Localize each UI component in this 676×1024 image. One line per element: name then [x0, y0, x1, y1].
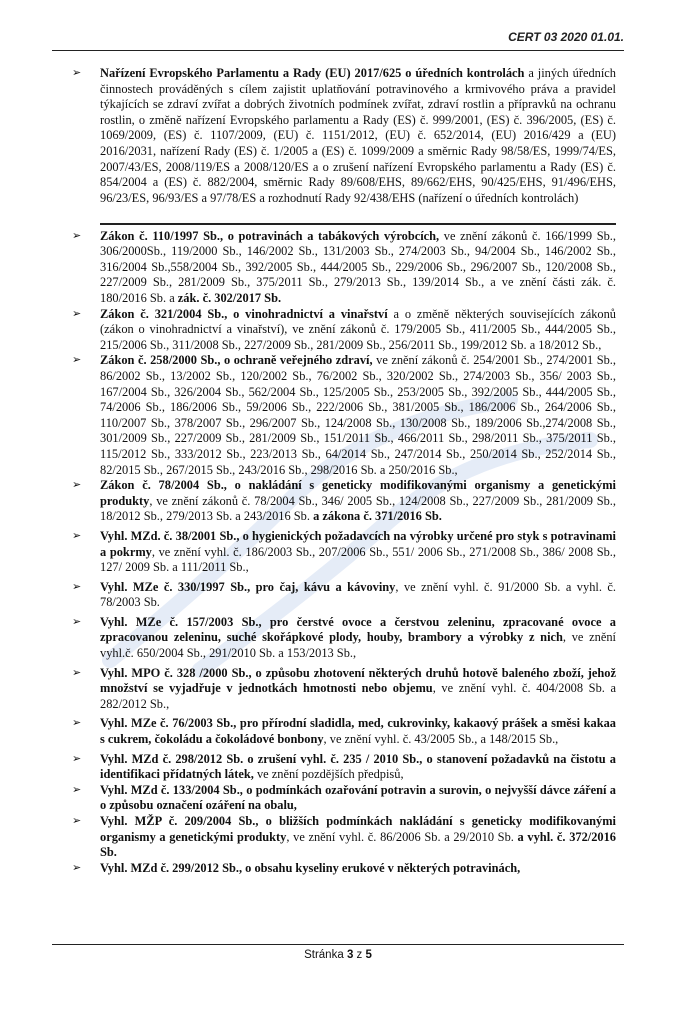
- list-item: [72, 614, 616, 662]
- list-item: [72, 353, 616, 478]
- item-title: Zákon č. 78/2004 Sb., o nakládání s geneticky modifikovanými organismy a genetickými produkty: [100, 478, 616, 508]
- item-text: , ve znění vyhl. č. 43/2005 Sb., a 148/2015 Sb.,: [323, 732, 559, 747]
- item-text: ve znění zákonů č. 166/1999 Sb., 306/2000Sb., 119/2000 Sb., 146/2002 Sb., 131/2003 Sb., 274/2003 Sb., 94/2004 Sb., 146/2002 Sb., 316/2004 Sb.,558/2004 Sb., 392/2005 Sb., 444/2005 Sb., 229/2006 Sb., 296/2007 Sb., 120/2008 Sb., 227/2009 Sb., 281/2009 Sb., 375/2011 Sb., 279/2013 Sb., 139/2014 Sb., a ve znění části zák. č. 180/2016 Sb. a: [100, 228, 616, 306]
- item-text: ve znění zákonů č. 254/2001 Sb., 274/2001 Sb., 86/2002 Sb., 13/2002 Sb., 120/2002 Sb., 76/2002 Sb., 320/2002 Sb., 274/2003 Sb., 356/ 2003 Sb., 167/2004 Sb., 326/2004 Sb., 562/2004 Sb., 125/2005 Sb., 253/2005 Sb., 392/2005 Sb., 444/2005 Sb., 74/2006 Sb., 186/2006 Sb., 59/2006 Sb., 222/2006 Sb., 381/2005 Sb., 186/2006 Sb., 264/2006 Sb., 110/2007 Sb., 378/2007 Sb., 296/2007 Sb., 124/2008 Sb., 130/2008 Sb., 189/2006 Sb.,274/2008 Sb., 301/2009 Sb., 227/2009 Sb., 281/2009 Sb., 151/2011 Sb., 466/2011 Sb., 298/2011 Sb., 375/2011 Sb., 115/2012 Sb., 333/2012 Sb., 223/2013 Sb., 64/2014 Sb., 247/2014 Sb., 250/2014 Sb., 252/2014 Sb., 82/2015 Sb., 267/2015 Sb., 243/2016 Sb., 298/2016 Sb. a 250/2016 Sb.,: [100, 353, 616, 477]
- item-title: Vyhl. MPO č. 328 /2000 Sb., o způsobu zhotovení některých druhů hotově baleného zboží, jehož množství se vyjadřuje v jednotkách hmotnosti nebo objemu: [100, 665, 616, 696]
- list-item: [72, 478, 616, 525]
- arrow-bullet-icon: ➢: [72, 67, 82, 79]
- list-item: [72, 228, 616, 307]
- list-item: [72, 306, 616, 354]
- page-label: Stránka: [304, 949, 344, 961]
- arrow-bullet-icon: ➢: [72, 479, 82, 492]
- page-total: 5: [365, 949, 372, 961]
- item-title: Nařízení Evropského Parlamentu a Rady (EU) 2017/625 o úředních kontrolách: [100, 66, 525, 80]
- page-footer: [52, 944, 624, 961]
- item-tail: a vyhl. č. 372/2016 Sb.: [100, 829, 616, 860]
- legislation-list: [72, 66, 617, 876]
- document-code: CERT 03 2020 01.01.: [508, 30, 624, 44]
- page-current: 3: [346, 949, 354, 961]
- page-header: [52, 30, 624, 51]
- item-title: Vyhl. MZe č. 76/2003 Sb., pro přírodní sladidla, med, cukrovinky, kakaový prášek a směsi kakaa s cukrem, čokoládu a čokoládové bonbony: [100, 716, 616, 747]
- item-text: , ve znění vyhl. č. 186/2003 Sb., 207/2006 Sb., 551/ 2006 Sb., 271/2008 Sb., 386/ 2008 Sb., 127/ 2009 Sb. a 111/2011 Sb.,: [100, 544, 616, 575]
- list-item: [72, 528, 616, 576]
- item-text: a o změně některých souvisejících zákonů (zákon o vinohradnictví a vinařství), ve znění zákonů č. 179/2005 Sb., 411/2005 Sb., 444/2005 Sb., 215/2006 Sb., 311/2008 Sb., 227/2009 Sb., 281/2009 Sb., 256/2011 Sb., 199/2012 Sb. a 18/2012 Sb.,: [100, 306, 616, 352]
- item-title: Vyhl. MZe č. 157/2003 Sb., pro čerstvé ovoce a čerstvou zeleninu, zpracované ovoce a zpracovanou zeleninu, suché skořápkové plody, houby, brambory a výrobky z nich: [100, 614, 616, 645]
- list-item: [72, 751, 616, 783]
- item-title: Vyhl. MZd č. 133/2004 Sb., o podmínkách ozařování potravin a surovin, o nejvyšší dávce záření a o způsobu označení ozáření na obalu,: [100, 782, 616, 813]
- item-text: , ve znění vyhl. č. 86/2006 Sb. a 29/2010 Sb.: [286, 829, 518, 844]
- item-title: Zákon č. 321/2004 Sb., o vinohradnictví a vinařství: [100, 306, 388, 321]
- list-item: [72, 716, 616, 747]
- arrow-bullet-icon: ➢: [72, 229, 82, 242]
- list-item: [72, 66, 616, 206]
- list-item: [72, 860, 616, 877]
- arrow-bullet-icon: ➢: [72, 717, 82, 730]
- item-title: Vyhl. MZd. č. 38/2001 Sb., o hygienických požadavcích na výrobky určené pro styk s potravinami a pokrmy: [100, 528, 616, 559]
- item-title: Vyhl. MZd č. 299/2012 Sb., o obsahu kyseliny erukové v některých potravinách,: [100, 860, 521, 875]
- item-tail: a zákona č. 371/2016 Sb.: [313, 509, 442, 524]
- item-text: , ve znění vyhl. č. 91/2000 Sb. a vyhl. č. 78/2003 Sb.: [100, 579, 617, 610]
- list-item: [72, 665, 616, 713]
- list-item: [72, 579, 617, 611]
- section-divider: [100, 223, 616, 224]
- arrow-bullet-icon: ➢: [72, 666, 82, 679]
- arrow-bullet-icon: ➢: [72, 615, 82, 628]
- item-text: a jiných úředních činnostech prováděných s cílem zajistit uplatňování potravinového a krmivového práva a pravidel týkajících se zdraví zvířat a dobrých životních podmínek zvířat, zdraví rostlin a přípravků na ochranu rostlin, o změně nařízení Evropského parlamentu a Rady (ES) č. 999/2001, (ES) č. 396/2005, (ES) č. 1069/2009, (ES) č. 1107/2009, (EU) č. 1151/2012, (EU) č. 652/2014, (EU) 2016/429 a (EU) 2016/2031, nařízení Rady (ES) č. 1/2005 a (ES) č. 1099/2009 a směrnic Rady 98/58/ES, 1999/74/ES, 2007/43/ES, 2008/119/ES a 2008/120/ES a o zrušení nařízení Evropského parlamentu a Rady (ES) č. 854/2004 a (ES) č. 882/2004, směrnic Rady 89/608/EHS, 89/662/EHS, 90/425/EHS, 91/496/EHS, 96/23/ES, 96/93/ES a 97/78/ES a rozhodnutí Rady 92/438/EHS (nařízení o úředních kontrolách): [100, 66, 616, 205]
- item-title: Zákon č. 258/2000 Sb., o ochraně veřejného zdraví,: [100, 353, 373, 368]
- arrow-bullet-icon: ➢: [72, 529, 82, 542]
- arrow-bullet-icon: ➢: [72, 752, 82, 765]
- arrow-bullet-icon: ➢: [72, 783, 82, 796]
- arrow-bullet-icon: ➢: [72, 861, 82, 874]
- list-item: [72, 782, 616, 814]
- item-text: , ve znění vyhl. č. 404/2008 Sb. a 282/2012 Sb.,: [100, 681, 616, 711]
- item-title: Vyhl. MZe č. 330/1997 Sb., pro čaj, kávu a kávoviny: [100, 579, 396, 594]
- item-title: Vyhl. MŽP č. 209/2004 Sb., o bližších podmínkách nakládání s geneticky modifikovanými organismy a genetickými produkty: [100, 814, 616, 844]
- item-title: Vyhl. MZd č. 298/2012 Sb. o zrušení vyhl. č. 235 / 2010 Sb., o stanovení požadavků na čistotu a identifikaci přídatných látek,: [100, 751, 616, 782]
- item-text: , ve znění vyhl.č. 650/2004 Sb., 291/2010 Sb. a 153/2013 Sb.,: [100, 630, 616, 661]
- arrow-bullet-icon: ➢: [72, 307, 82, 320]
- item-tail: zák. č. 302/2017 Sb.: [177, 291, 282, 306]
- page-of: z: [356, 949, 363, 961]
- item-title: Zákon č. 110/1997 Sb., o potravinách a tabákových výrobcích,: [100, 228, 440, 243]
- arrow-bullet-icon: ➢: [72, 815, 82, 828]
- arrow-bullet-icon: ➢: [72, 580, 82, 593]
- arrow-bullet-icon: ➢: [72, 354, 82, 367]
- list-item: [72, 814, 616, 861]
- item-text: , ve znění zákonů č. 78/2004 Sb., 346/ 2005 Sb., 124/2008 Sb., 227/2009 Sb., 281/2009 Sb., 18/2012 Sb., 279/2013 Sb. a 243/2016 Sb.: [100, 493, 616, 524]
- item-text: ve znění pozdějších předpisů,: [253, 767, 404, 782]
